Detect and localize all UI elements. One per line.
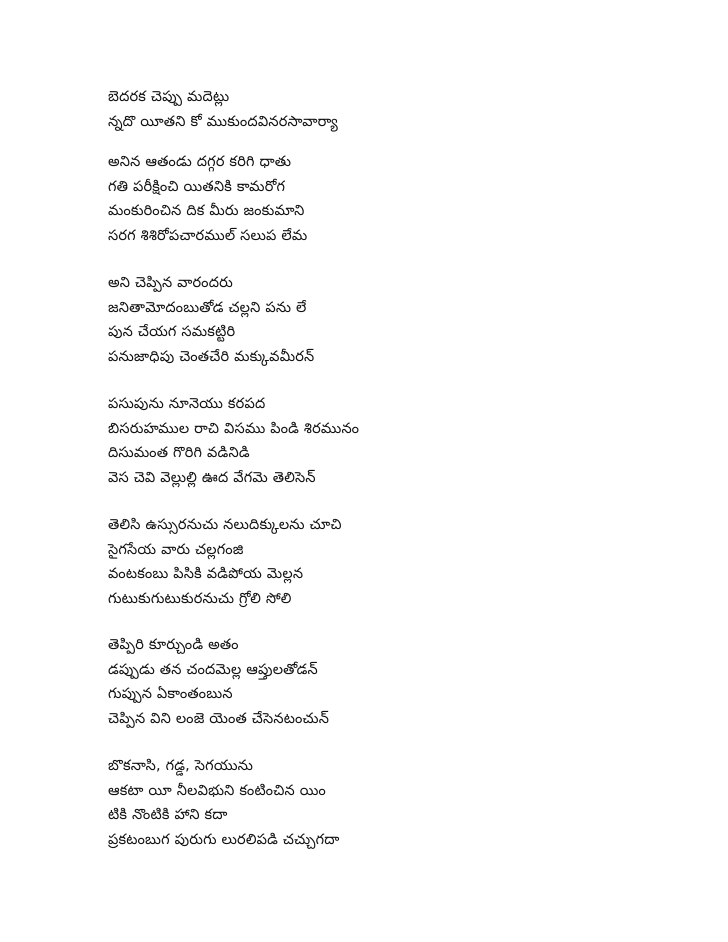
verse-line: పున చేయగ సమకట్టిరి (108, 324, 236, 340)
verse-line: బెదరక చెప్పు మదెట్లు (108, 89, 230, 105)
stanza-6 (108, 633, 329, 731)
verse-line: గతి పరీక్షించి యితనికి కామరోగ (108, 178, 286, 195)
verse-line: అని చెప్పిన వారందరు (108, 275, 233, 291)
verse-line: ప్రకటంబుగ పురుగు లురలిపడి చచ్చుగదా (108, 831, 340, 848)
verse-line: గుటుకుగుటుకురనుచు గ్రోలి సోలి (108, 590, 292, 607)
stanza-3 (108, 271, 314, 369)
verse-line: వంటకంబు పిసికి వడిపోయ మెల్లన (108, 566, 304, 582)
verse-line: మంకురించిన దిక మీరు జంకుమాని (108, 203, 305, 219)
stanza-2 (108, 150, 307, 248)
verse-line: పసుపును నూనెయు కరపద (108, 396, 266, 412)
stanza-1 (108, 85, 338, 134)
verse-line: జనితామోదంబుతోడ చల్లని పను లే (108, 299, 307, 316)
verse-line: గుప్పున ఏకాంతంబున (108, 686, 233, 702)
verse-line: బిసరుహముల రాచి విసము పిండి శిరమునం (108, 420, 360, 437)
verse-line: వెస చెవి వెల్లుల్లి ఊద వేగమె తెలిసెన్ (108, 469, 316, 486)
verse-line: చెప్పిన విని లంజె యెంత చేసెనటంచున్ (108, 710, 330, 727)
verse-line: టికి నొంటికి హాని కదా (108, 807, 228, 823)
verse-line: న్నదొ యీతని కో ముకుందవినరసావార్యా (108, 113, 339, 130)
verse-line: సైగసేయ వారు చల్లగంజి (108, 541, 244, 558)
stanza-7 (108, 754, 340, 852)
verse-line: తెప్పిరి కూర్చుండి అతం (108, 637, 239, 653)
stanza-4 (108, 392, 359, 490)
verse-line: ఆకటా యీ నీలవిభుని కంటించిన యిం (108, 782, 326, 799)
verse-line: దిసుమంత గొరిగి వడినిడి (108, 445, 250, 461)
verse-line: డప్పుడు తన చందమెల్ల ఆప్తులతోడన్ (108, 661, 318, 678)
verse-line: తెలిసి ఉస్సురనుచు నలుదిక్కులను చూచి (108, 517, 342, 533)
verse-line: పనుజాధిపు చెంతచేరి మక్కువమీరన్ (108, 348, 315, 365)
verse-line: సరగ శిశిరోపచారముల్ సలుప లేమ (108, 227, 308, 244)
stanza-5 (108, 513, 342, 611)
verse-line: అనిన ఆతండు దగ్గర కరిగి ధాతు (108, 154, 292, 170)
verse-line: బొకనాసి, గడ్డ, సెగయును (108, 758, 254, 774)
